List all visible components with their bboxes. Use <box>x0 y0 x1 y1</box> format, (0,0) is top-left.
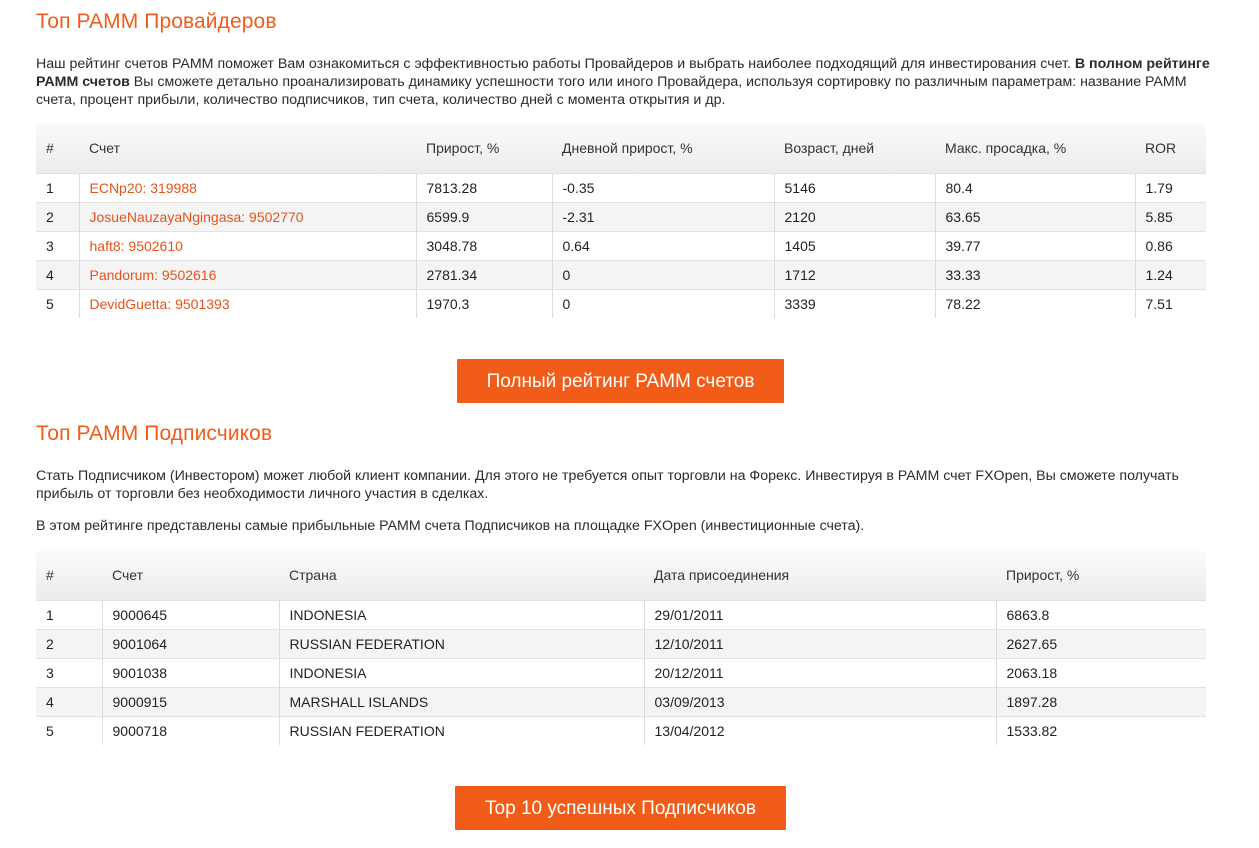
subscribers-intro-2: В этом рейтинге представлены самые прибыльные PAMM счета Подписчиков на площадке FXOpen (инвестиционные счета). <box>36 518 865 534</box>
table-row <box>36 231 1206 260</box>
col-country[interactable]: Страна <box>289 567 337 584</box>
age-cell: 1405 <box>774 231 935 260</box>
growth-cell: 6599.9 <box>416 202 552 231</box>
growth-cell: 1970.3 <box>416 289 552 318</box>
table-row <box>36 716 1206 745</box>
account-cell: 9001064 <box>102 629 279 658</box>
row-num: 1 <box>36 600 102 629</box>
daily-growth-cell: -2.31 <box>552 202 774 231</box>
full-rating-button[interactable]: Полный рейтинг PAMM счетов <box>457 359 784 403</box>
providers-intro <box>36 55 1221 109</box>
country-cell: INDONESIA <box>279 600 644 629</box>
col-num[interactable]: # <box>46 140 54 157</box>
age-cell: 2120 <box>774 202 935 231</box>
growth-cell: 6863.8 <box>996 600 1206 629</box>
ror-cell: 7.51 <box>1135 289 1206 318</box>
growth-cell: 2627.65 <box>996 629 1206 658</box>
col-ror[interactable]: ROR <box>1145 140 1177 157</box>
date-cell: 03/09/2013 <box>644 687 996 716</box>
col-num[interactable]: # <box>46 567 54 584</box>
providers-table <box>36 124 1206 318</box>
growth-cell: 3048.78 <box>416 231 552 260</box>
country-cell: MARSHALL ISLANDS <box>279 687 644 716</box>
daily-growth-cell: 0 <box>552 289 774 318</box>
col-age[interactable]: Возраст, дней <box>784 140 875 157</box>
country-cell: RUSSIAN FEDERATION <box>279 629 644 658</box>
account-cell: 9000645 <box>102 600 279 629</box>
drawdown-cell: 33.33 <box>935 260 1135 289</box>
age-cell: 3339 <box>774 289 935 318</box>
date-cell: 13/04/2012 <box>644 716 996 745</box>
daily-growth-cell: 0 <box>552 260 774 289</box>
account-link[interactable]: ECNp20: 319988 <box>89 179 197 196</box>
growth-cell: 7813.28 <box>416 173 552 202</box>
account-link[interactable]: haft8: 9502610 <box>89 237 183 254</box>
subscribers-table-header <box>36 551 1206 600</box>
providers-table-header <box>36 124 1206 173</box>
account-cell: 9000718 <box>102 716 279 745</box>
table-row <box>36 629 1206 658</box>
row-num: 3 <box>36 658 102 687</box>
table-row <box>36 202 1206 231</box>
daily-growth-cell: 0.64 <box>552 231 774 260</box>
table-row <box>36 173 1206 202</box>
col-account[interactable]: Счет <box>89 140 120 157</box>
table-row <box>36 600 1206 629</box>
top10-subscribers-button[interactable]: Top 10 успешных Подписчиков <box>455 786 786 830</box>
growth-cell: 2781.34 <box>416 260 552 289</box>
col-daily-growth[interactable]: Дневной прирост, % <box>562 140 693 157</box>
age-cell: 1712 <box>774 260 935 289</box>
row-num: 1 <box>36 173 79 202</box>
country-cell: INDONESIA <box>279 658 644 687</box>
table-row <box>36 289 1206 318</box>
providers-intro-text-1: Наш рейтинг счетов PAMM поможет Вам ознакомиться с эффективностью работы Провайдеров и выбрать наиболее подходящий для инвестирования счет. <box>36 56 1075 72</box>
row-num: 3 <box>36 231 79 260</box>
account-link[interactable]: JosueNauzayaNgingasa: 9502770 <box>89 208 304 225</box>
table-row <box>36 687 1206 716</box>
col-join-date[interactable]: Дата присоединения <box>654 567 790 584</box>
table-row <box>36 260 1206 289</box>
account-cell: 9000915 <box>102 687 279 716</box>
col-growth[interactable]: Прирост, % <box>426 140 500 157</box>
row-num: 2 <box>36 202 79 231</box>
ror-cell: 1.79 <box>1135 173 1206 202</box>
row-num: 2 <box>36 629 102 658</box>
subscribers-title: Топ PAMM Подписчиков <box>36 422 273 445</box>
providers-title: Топ PAMM Провайдеров <box>36 10 277 33</box>
ror-cell: 0.86 <box>1135 231 1206 260</box>
subscribers-table <box>36 551 1206 745</box>
growth-cell: 1533.82 <box>996 716 1206 745</box>
growth-cell: 2063.18 <box>996 658 1206 687</box>
age-cell: 5146 <box>774 173 935 202</box>
drawdown-cell: 63.65 <box>935 202 1135 231</box>
account-link[interactable]: Pandorum: 9502616 <box>89 266 217 283</box>
ror-cell: 5.85 <box>1135 202 1206 231</box>
full-rating-link-text: В полном рейтинге PAMM счетов <box>36 56 1210 90</box>
growth-cell: 1897.28 <box>996 687 1206 716</box>
table-row <box>36 658 1206 687</box>
account-cell: 9001038 <box>102 658 279 687</box>
date-cell: 12/10/2011 <box>644 629 996 658</box>
account-link[interactable]: DevidGuetta: 9501393 <box>89 295 230 312</box>
drawdown-cell: 80.4 <box>935 173 1135 202</box>
row-num: 5 <box>36 289 79 318</box>
col-growth[interactable]: Прирост, % <box>1006 567 1080 584</box>
drawdown-cell: 78.22 <box>935 289 1135 318</box>
drawdown-cell: 39.77 <box>935 231 1135 260</box>
subscribers-intro-1: Стать Подписчиком (Инвестором) может любой клиент компании. Для этого не требуется опыт торговли на Форекс. Инвестируя в PAMM счет FXOpen, Вы сможете получать прибыль от торговли без необходимости личного участия в сделках. <box>36 468 1179 502</box>
daily-growth-cell: -0.35 <box>552 173 774 202</box>
country-cell: RUSSIAN FEDERATION <box>279 716 644 745</box>
row-num: 5 <box>36 716 102 745</box>
col-max-drawdown[interactable]: Макс. просадка, % <box>945 140 1067 157</box>
date-cell: 29/01/2011 <box>644 600 996 629</box>
providers-intro-text-2: Вы сможете детально проанализировать динамику успешности того или иного Провайдера, используя сортировку по различным параметрам: название PAMM счета, процент прибыли, количество подписчиков, тип счета, количество дней с момента открытия и др. <box>36 74 1187 108</box>
date-cell: 20/12/2011 <box>644 658 996 687</box>
ror-cell: 1.24 <box>1135 260 1206 289</box>
row-num: 4 <box>36 687 102 716</box>
row-num: 4 <box>36 260 79 289</box>
col-account[interactable]: Счет <box>112 567 143 584</box>
